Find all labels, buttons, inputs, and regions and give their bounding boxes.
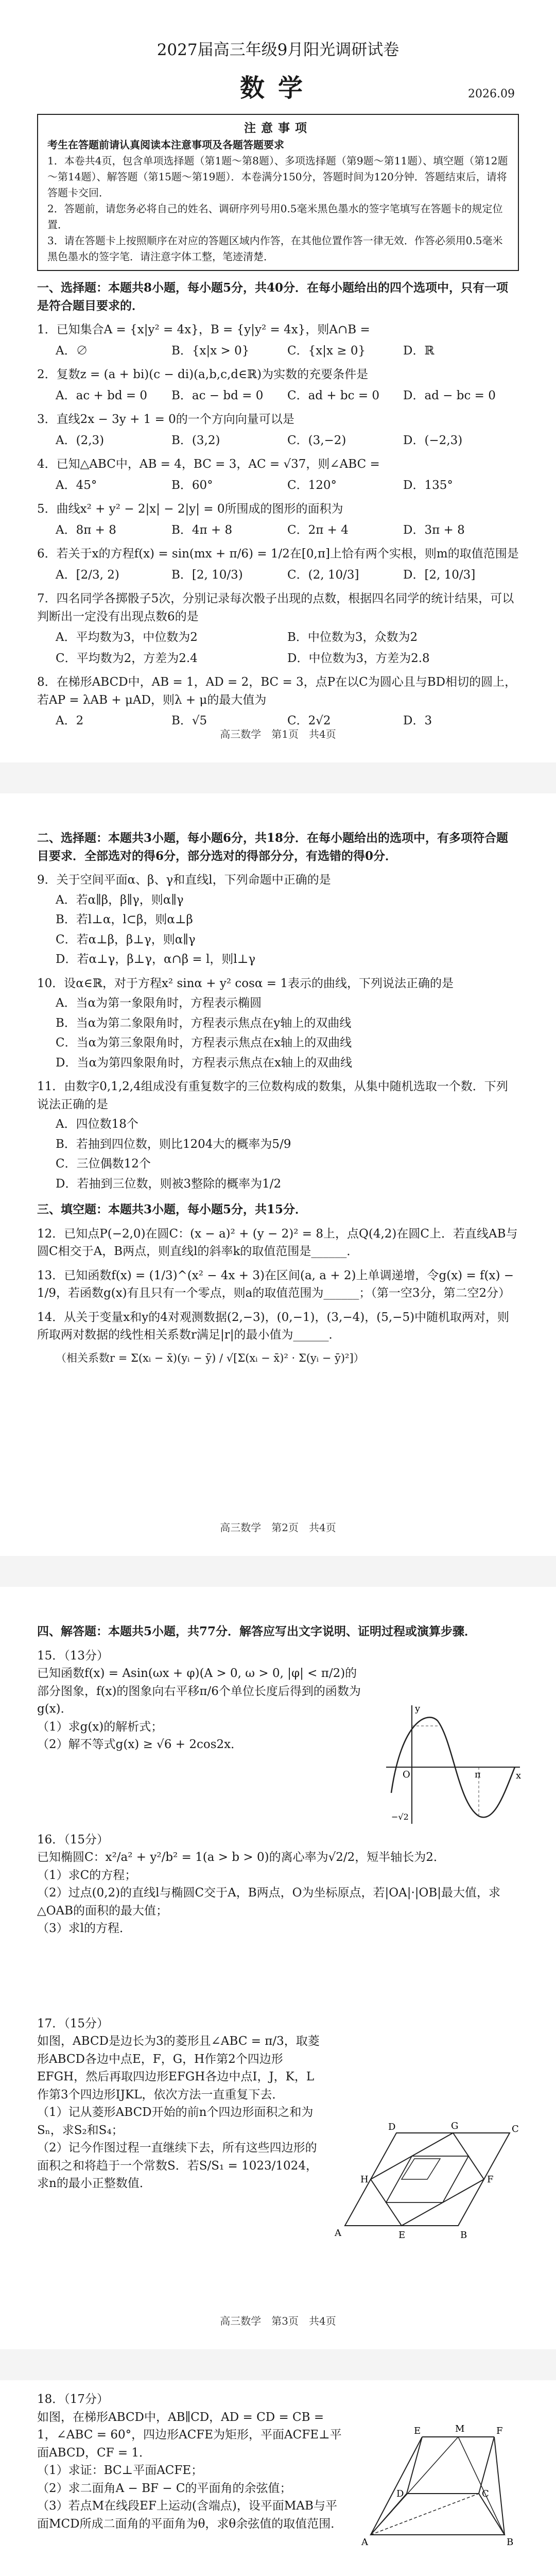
vertex-label: F xyxy=(487,2174,494,2185)
vertex-label: A xyxy=(361,2537,368,2548)
option: D．(−2,3) xyxy=(403,433,463,447)
question-stem: 9．关于空间平面α、β、γ和直线l，下列命题中正确的是 xyxy=(37,873,331,887)
question-stem: 如图，ABCD是边长为3的菱形且∠ABC = π/3，取菱形ABCD各边中点E，F，G，H作第2个四边形EFGH，然后再取四边形EFGH各边中点I，J，K，L作第3个四边形IJKL，依次方法一直重复下去． xyxy=(37,2035,320,2102)
question-part: （3）求l的方程． xyxy=(37,1922,131,1935)
option: A．若α∥β，β∥γ，则α∥γ xyxy=(56,893,184,907)
option: C．{x|x ≥ 0} xyxy=(287,344,366,358)
page-gap xyxy=(0,762,556,793)
page-1 xyxy=(0,0,556,762)
vertex-label: H xyxy=(360,2174,369,2185)
option: D．当α为第四象限角时，方程表示焦点在x轴上的双曲线 xyxy=(56,1056,352,1070)
vertex-label: C xyxy=(512,2124,519,2134)
vertex-label: A xyxy=(335,2228,341,2239)
question-head: 18．（17分） xyxy=(37,2393,109,2406)
question-3 xyxy=(37,411,519,449)
question-head: 15．（13分） xyxy=(37,1649,109,1663)
notice-item: 1．本卷共4页，包含单项选择题（第1题～第8题）、多项选择题（第9题～第11题）、填空题（第12题～第14题）、解答题（第15题～第19题）．本卷满分150分，答题时间为120分钟．答题结束后，请将答题卡交回． xyxy=(47,155,508,199)
question-part: （1）求g(x)的解析式； xyxy=(37,1720,163,1734)
page-gap xyxy=(0,2349,556,2380)
question-part: （1）求证：BC⊥平面ACFE； xyxy=(37,2464,203,2477)
option: B．4π + 8 xyxy=(171,523,233,537)
question-17 xyxy=(37,2015,325,2193)
option: D．若抽到三位数，则被3整除的概率为1/2 xyxy=(56,1177,282,1191)
question-5 xyxy=(37,500,519,539)
option: A．[2/3, 2) xyxy=(56,568,119,582)
tick-label: −√2 xyxy=(391,1812,409,1822)
option: A．ac + bd = 0 xyxy=(56,388,148,402)
option: A．平均数为3，中位数为2 xyxy=(56,631,198,645)
question-part: （3）若点M在线段EF上运动(含端点)，设平面MAB与平面MCD所成二面角的平面角为θ，求θ余弦值的取值范围． xyxy=(37,2499,343,2531)
quad-inner xyxy=(402,2159,440,2179)
option: B．[2, 10/3) xyxy=(171,568,243,582)
option: A．2 xyxy=(56,714,84,728)
option: B．{x|x > 0} xyxy=(171,344,250,358)
option: D．中位数为3，方差为2.8 xyxy=(287,651,430,665)
question-15 xyxy=(37,1647,367,1754)
section-heading: 四、解答题：本题共5小题，共77分．解答应写出文字说明、证明过程或演算步骤． xyxy=(37,1624,477,1638)
question-part: （2）求二面角A − BF − C的平面角的余弦值； xyxy=(37,2481,292,2495)
option: B．ac − bd = 0 xyxy=(171,388,264,402)
question-11 xyxy=(37,1078,519,1193)
vertex-label: M xyxy=(455,2424,465,2434)
vertex-label: D xyxy=(396,2488,404,2499)
option: C．(2, 10/3] xyxy=(287,568,359,582)
question-6 xyxy=(37,545,519,584)
question-head: 16．（15分） xyxy=(37,1833,109,1846)
question-2 xyxy=(37,366,519,404)
option: A．(2,3) xyxy=(56,433,105,447)
option: B．√5 xyxy=(171,714,207,728)
option: C．(3,−2) xyxy=(287,433,346,447)
question-part: （1）求C的方程； xyxy=(37,1868,137,1882)
option: B．若l⊥α，l⊂β，则α⊥β xyxy=(56,913,193,926)
vertex-label: B xyxy=(507,2537,514,2548)
notice-box xyxy=(37,114,519,272)
notice-head: 注意事项 xyxy=(244,121,312,135)
subject-row xyxy=(37,70,519,107)
question-stem: 10．设α∈ℝ，对于方程x² sinα + y² cosα = 1表示的曲线，下列说法正确的是 xyxy=(37,976,454,990)
notice-item: 2．答题前，请您务必将自己的姓名、调研序列号用0.5毫米黑色墨水的签字笔填写在答题卡的规定位置． xyxy=(47,202,503,231)
question-18 xyxy=(37,2391,346,2533)
option: C．2√2 xyxy=(287,714,331,728)
question-4 xyxy=(37,455,519,494)
subject-title: 数学 xyxy=(239,73,316,103)
edge xyxy=(371,2494,479,2535)
option: C．若α⊥β，β⊥γ，则α∥γ xyxy=(56,933,196,946)
vertex-label: E xyxy=(398,2230,406,2241)
q17-rhombus-figure xyxy=(329,2112,525,2246)
page-footer: 高三数学 第3页 共4页 xyxy=(220,2315,336,2327)
section-heading: 二、选择题：本题共3小题，每小题6分，共18分．在每小题给出的选项中，有多项符合题目要求．全部选对的得6分，部分选对的得部分分，有选错的得0分． xyxy=(37,831,509,863)
question-stem: 2．复数z = (a + bi)(c − di)(a,b,c,d∈ℝ)为实数的充要条件是 xyxy=(37,368,369,382)
question-stem: 3．直线2x − 3y + 1 = 0的一个方向向量可以是 xyxy=(37,413,294,427)
question-8 xyxy=(37,673,519,730)
exam-title: 2027届高三年级9月阳光调研试卷 xyxy=(157,41,399,59)
question-stem: 4．已知△ABC中，AB = 4，BC = 3，AC = √37，则∠ABC = xyxy=(37,457,380,471)
question-part: （2）解不等式g(x) ≥ √6 + 2cos2x． xyxy=(37,1738,243,1751)
question-16 xyxy=(37,1831,519,1938)
vertex-label: F xyxy=(496,2426,503,2436)
edge xyxy=(458,2437,505,2535)
question-stem: 6．若关于x的方程f(x) = sin(mx + π/6) = 1/2在[0,π]上恰有两个实根，则m的取值范围是 xyxy=(37,547,519,561)
option: C．120° xyxy=(287,478,337,492)
question-7 xyxy=(37,590,519,667)
question-part: （1）记从菱形ABCD开始的前n个四边形面积之和为Sₙ，求S₂和S₄； xyxy=(37,2106,314,2137)
question-10 xyxy=(37,975,519,1072)
vertex-label: B xyxy=(460,2230,467,2241)
vertex-label: D xyxy=(388,2122,396,2132)
question-stem: 5．曲线x² + y² − 2|x| − 2|y| = 0所围成的图形的面积为 xyxy=(37,502,343,516)
edge xyxy=(407,2437,422,2494)
option: D．[2, 10/3] xyxy=(403,568,476,582)
option: C．三位偶数12个 xyxy=(56,1157,151,1171)
notice-item: 3．请在答题卡上按照顺序在对应的答题区域内作答，在其他位置作答一律无效．作答必须用0.5毫米黑色墨水的签字笔．请注意字体工整，笔迹清楚． xyxy=(47,234,503,263)
page-footer: 高三数学 第1页 共4页 xyxy=(220,728,336,740)
base-trapezoid xyxy=(371,2494,505,2535)
question-head: 17．（15分） xyxy=(37,2016,109,2030)
option: C．平均数为2，方差为2.4 xyxy=(56,651,198,665)
question-stem: 已知函数f(x) = Asin(ωx + φ)(A > 0, ω > 0, |φ| < π/2)的部分图象，f(x)的图象向右平移π/6个单位长度后得到的函数为g(x)． xyxy=(37,1667,361,1716)
option: A．8π + 8 xyxy=(56,523,116,537)
section-heading: 一、选择题：本题共8小题，每小题5分，共40分．在每小题给出的四个选项中，只有一项是符合题目要求的． xyxy=(37,281,509,313)
axis-label-y: y xyxy=(415,1703,421,1714)
question-stem: 7．四名同学各掷骰子5次，分别记录每次骰子出现的点数，根据四名同学的统计结果，可以判断出一定没有出现点数6的是 xyxy=(37,592,514,623)
question-stem: 如图，在梯形ABCD中，AB∥CD，AD = CD = CB = 1，∠ABC = 60°，四边形ACFE为矩形，平面ACFE⊥平面ABCD，CF = 1． xyxy=(37,2410,342,2460)
page-2 xyxy=(0,793,556,1556)
option: B．60° xyxy=(171,478,213,492)
vertex-label: E xyxy=(414,2426,421,2436)
question-part: （2）过点(0,2)的直线l与椭圆C交于A，B两点，O为坐标原点，若|OA|·|OB|最大值，求△OAB的面积的最大值； xyxy=(37,1886,501,1918)
question-1 xyxy=(37,321,519,360)
vertex-label: G xyxy=(451,2121,459,2131)
option: D．3π + 8 xyxy=(403,523,465,537)
vertex-label: C xyxy=(482,2488,489,2499)
question-14: 14．从关于变量x和y的4对观测数据(2,−3)，(0,−1)，(3,−4)，(5,−5)中随机取两对，则所取两对数据的线性相关系数r满足|r|的最小值为______． xyxy=(37,1310,510,1342)
option: A．四位数18个 xyxy=(56,1117,138,1131)
section-heading: 三、填空题：本题共3小题，每小题5分，共15分． xyxy=(37,1202,307,1216)
notice-intro: 考生在答题前请认真阅读本注意事项及各题答题要求 xyxy=(47,139,284,151)
option: A．∅ xyxy=(56,344,88,358)
exam-date: 2026.09 xyxy=(468,87,515,100)
option: B．(3,2) xyxy=(171,433,220,447)
option: B．中位数为3，众数为2 xyxy=(287,631,418,645)
option: D．3 xyxy=(403,714,432,728)
option: C．当α为第三象限角时，方程表示焦点在x轴上的双曲线 xyxy=(56,1036,352,1049)
question-stem: 已知椭圆C：x²/a² + y²/b² = 1(a > b > 0)的离心率为√2/2，短半轴长为2． xyxy=(37,1851,445,1864)
option: D．ℝ xyxy=(403,344,435,358)
option: A．当α为第一象限角时，方程表示椭圆 xyxy=(56,996,262,1010)
option: D．135° xyxy=(403,478,453,492)
option: B．当α为第二象限角时，方程表示焦点在y轴上的双曲线 xyxy=(56,1016,352,1030)
option: C．2π + 4 xyxy=(287,523,349,537)
question-14-formula: （相关系数r = Σ(xᵢ − x̄)(yᵢ − ȳ) / √[Σ(xᵢ − x̄)² · Σ(yᵢ − ȳ)²]） xyxy=(56,1351,364,1364)
question-stem: 8．在梯形ABCD中，AB = 1，AD = 2，BC = 3，点P在以C为圆心且与BD相切的圆上，若AP = λAB + μAD，则λ + μ的最大值为 xyxy=(37,675,517,707)
tick-label: π xyxy=(475,1769,481,1780)
origin-label: O xyxy=(403,1769,410,1780)
axis-label-x: x xyxy=(516,1770,522,1781)
option: D．ad − bc = 0 xyxy=(403,388,496,402)
page-gap xyxy=(0,1556,556,1587)
q15-sine-graph-figure xyxy=(381,1700,525,1829)
q18-solid-figure xyxy=(360,2421,525,2550)
question-13: 13．已知函数f(x) = (1/3)^(x² − 4x + 3)在区间(a, a + 2)上单调递增，令g(x) = f(x) − 1/9，若函数g(x)有且只有一个零点，则a的取值范围为______；（第一空3分，第二空2分） xyxy=(37,1268,514,1300)
question-stem: 1．已知集合A = {x|y² = 4x}，B = {y|y² = 4x}，则A∩B = xyxy=(37,323,370,337)
option: D．若α⊥γ，β⊥γ，α∩β = l，则l⊥γ xyxy=(56,953,256,966)
option: C．ad + bc = 0 xyxy=(287,388,380,402)
question-12: 12．已知点P(−2,0)在圆C：(x − a)² + (y − 2)² = 8上，点Q(4,2)在圆C上．若直线AB与圆C相交于A，B两点，则直线l的斜率k的取值范围是______． xyxy=(37,1227,518,1258)
option: A．45° xyxy=(56,478,97,492)
question-stem: 11．由数字0,1,2,4组成没有重复数字的三位数构成的数集，从集中随机选取一个数．下列说法正确的是 xyxy=(37,1080,508,1111)
question-9 xyxy=(37,871,519,969)
page-footer: 高三数学 第2页 共4页 xyxy=(220,1521,336,1534)
option: B．若抽到四位数，则比1204大的概率为5/9 xyxy=(56,1137,291,1151)
question-part: （2）记今作图过程一直继续下去，所有这些四边形的面积之和将趋于一个常数S．若S/S₁ = 1023/1024，求n的最小正整数值． xyxy=(37,2141,318,2190)
